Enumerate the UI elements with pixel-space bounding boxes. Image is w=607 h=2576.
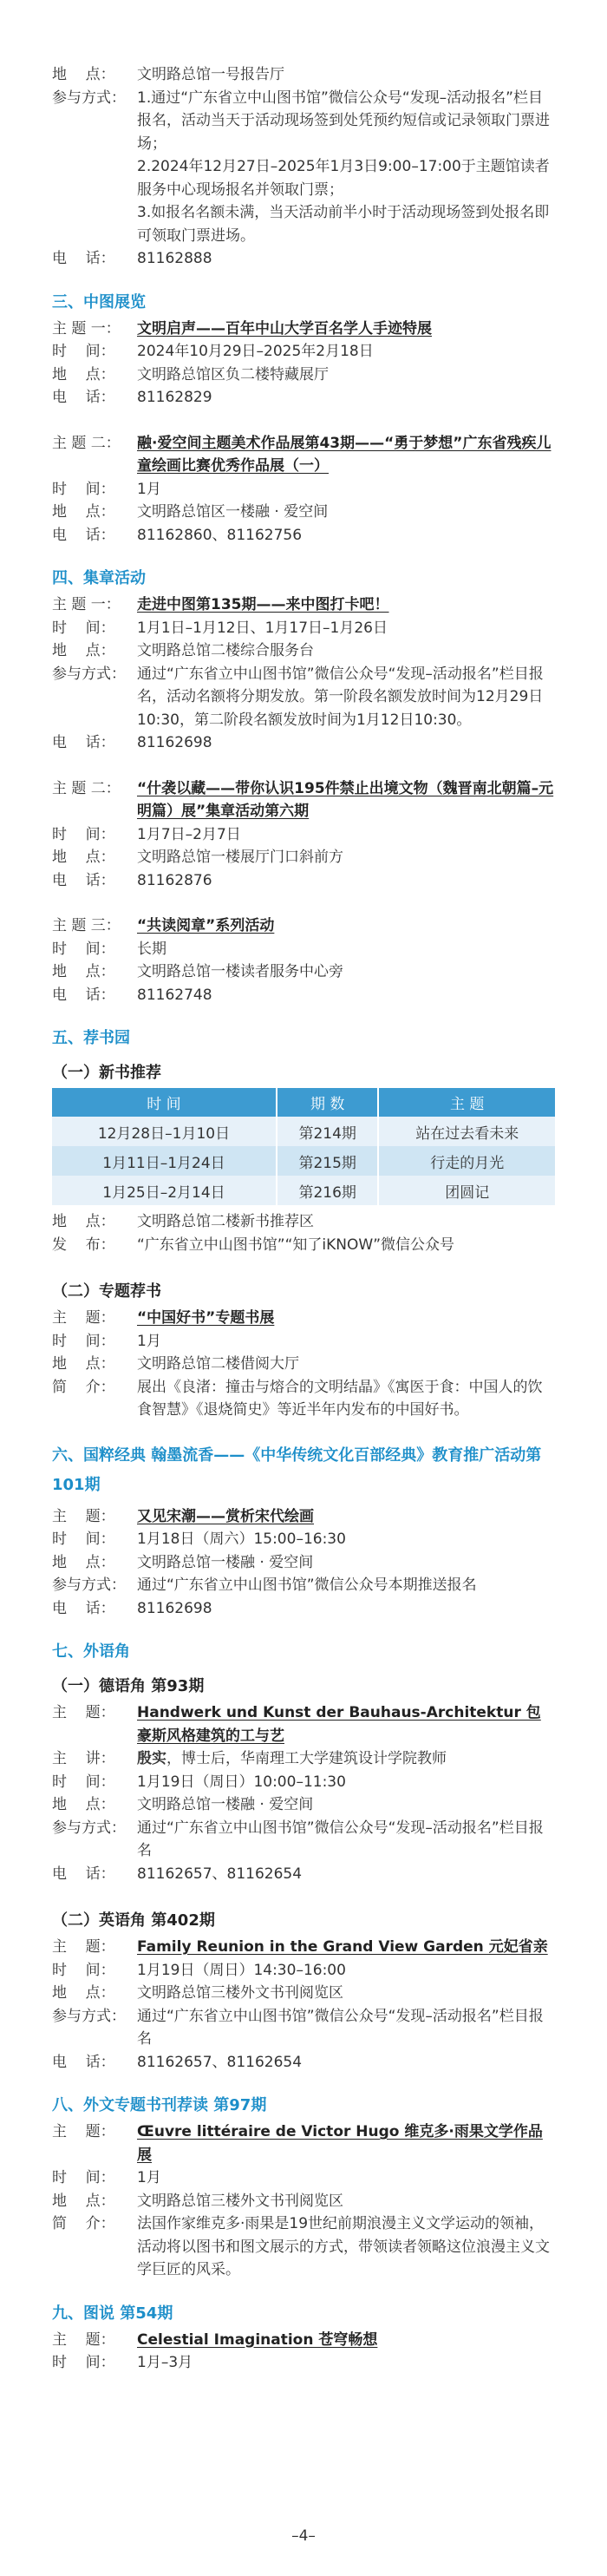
info-row: 时 间： 1月1日–1月12日、1月17日–1月26日 [52,619,388,637]
info-row: 地 点： 文明路总馆三楼外文书刊阅览区 [52,1984,343,2002]
info-row: 电 话： 81162657、81162654 [52,2053,303,2071]
info-row: 参与方式： 1.通过“广东省立中山图书馆”微信公众号“发现–活动报名”栏目报名，活动当天于活动现场签到处凭预约短信或记录领取门票进场； 2.2024年12月27日–2025年1月3日9:00–17:00于主题馆读者服务中心现场报名并领取门票； 3.如报名名额未满，当天活动前半小时于活动现场签到处报名即可领取门票进场。 [52,88,550,245]
speaker-name: 殷实 [137,1750,166,1767]
info-row: 时 间： 长期 [52,940,166,958]
info-row: 时 间： 1月19日（周日）14:30–16:00 [52,1961,346,1979]
subsection-heading: （一）新书推荐 [52,1064,161,1082]
info-row: 简 介： 法国作家维克多·雨果是19世纪前期浪漫主义文学运动的领袖，活动将以图书和图文展示的方式，带领读者领略这位浪漫主义文学巨匠的风采。 [52,2215,550,2278]
info-row: 地 点： 文明路总馆一楼读者服务中心旁 [52,963,343,980]
info-row: 地 点： 文明路总馆一楼融 · 爱空间 [52,1553,314,1571]
info-row: 电 话： 81162888 [52,250,212,267]
subsection-heading: （二）英语角 第402期 [52,1911,215,1930]
info-row: 发 布： “广东省立中山图书馆”“知了iKNOW”微信公众号 [52,1236,455,1254]
info-row: 主 题： “中国好书”专题书展 [52,1309,275,1327]
info-row: 主 讲： 殷实，博士后，华南理工大学建筑设计学院教师 [52,1750,447,1767]
info-row: 主 题： 又见宋潮——赏析宋代绘画 [52,1507,314,1525]
info-row: 电 话： 81162860、81162756 [52,526,303,544]
info-row: 时 间： 2024年10月29日–2025年2月18日 [52,343,374,360]
info-row: 地 点： 文明路总馆一楼融 · 爱空间 [52,1796,314,1813]
section-heading: 八、外文专题书刊荐读 第97期 [52,2096,267,2114]
info-row: 地 点： 文明路总馆一号报告厅 [52,66,284,83]
info-row: 主 题 二： “什袭以藏——带你认识195件禁止出境文物（魏晋南北朝篇–元明篇）展”集章活动第六期 [52,779,554,820]
table-header-row [52,1088,555,1117]
section-heading: 三、中图展览 [52,292,146,311]
info-row: 电 话： 81162698 [52,734,212,751]
info-row: 参与方式： 通过“广东省立中山图书馆”微信公众号“发现–活动报名”栏目报名 [52,1819,544,1859]
info-row: 参与方式： 通过“广东省立中山图书馆”微信公众号“发现–活动报名”栏目报名 [52,2007,544,2048]
info-row: 地 点： 文明路总馆区一楼融 · 爱空间 [52,503,329,521]
info-row: 主 题： Handwerk und Kunst der Bauhaus-Architektur 包豪斯风格建筑的工与艺 [52,1704,541,1745]
info-row: 电 话： 81162748 [52,986,212,1004]
section-heading: 九、图说 第54期 [52,2304,173,2323]
info-row: 地 点： 文明路总馆一楼展厅门口斜前方 [52,849,343,866]
table-row: 1月11日–1月24日 第215期 行走的月光 [52,1146,555,1176]
info-row: 时 间： 1月18日（周六）15:00–16:30 [52,1531,346,1548]
subsection-heading: （一）德语角 第93期 [52,1677,205,1695]
info-row: 主 题： Œuvre littéraire de Victor Hugo 维克多·雨果文学作品展 [52,2123,543,2164]
info-row: 主 题： Celestial Imagination 苍穹畅想 [52,2330,378,2349]
table-header: 主 题 [378,1088,555,1117]
info-row: 电 话： 81162829 [52,389,212,406]
section-heading: 五、荐书园 [52,1029,130,1047]
info-row: 简 介： 展出《良渚：撞击与熔合的文明结晶》《寓医于食：中国人的饮食智慧》《退烧简史》等近半年内发布的中国好书。 [52,1378,543,1419]
section-heading: 六、国粹经典 翰墨流香——《中华传统文化百部经典》教育推广活动第101期 [52,1445,542,1494]
info-row: 参与方式： 通过“广东省立中山图书馆”微信公众号本期推送报名 [52,1576,477,1594]
info-row: 时 间： 1月 [52,2169,161,2186]
info-row: 时 间： 1月 [52,480,161,498]
info-row: 地 点： 文明路总馆二楼综合服务台 [52,642,314,659]
table-row: 1月25日–2月14日 第216期 团圆记 [52,1176,555,1205]
section-heading: 七、外语角 [52,1642,130,1661]
section-heading: 四、集章活动 [52,569,146,587]
info-row: 主 题 一： 文明启声——百年中山大学百名学人手迹特展 [52,319,432,338]
page-content [52,63,555,2375]
info-row: 地 点： 文明路总馆二楼借阅大厅 [52,1355,299,1373]
info-row: 时 间： 1月–3月 [52,2354,193,2371]
page-number: –4– [291,2527,316,2545]
new-books-table [52,1088,555,1205]
table-header: 时 间 [52,1088,277,1117]
info-row: 地 点： 文明路总馆区负二楼特藏展厅 [52,365,329,383]
info-row: 电 话： 81162876 [52,871,212,889]
info-row: 主 题 二： 融·爱空间主题美术作品展第43期——“勇于梦想”广东省残疾儿童绘画比赛优秀作品展（一） [52,434,552,475]
info-row: 时 间： 1月19日（周日）10:00–11:30 [52,1773,346,1791]
info-row: 地 点： 文明路总馆二楼新书推荐区 [52,1213,314,1230]
info-row: 电 话： 81162657、81162654 [52,1865,303,1883]
info-row: 电 话： 81162698 [52,1599,212,1617]
info-row: 地 点： 文明路总馆三楼外文书刊阅览区 [52,2192,343,2210]
info-row: 主 题 一： 走进中图第135期——来中图打卡吧！ [52,596,389,613]
info-row: 主 题： Family Reunion in the Grand View Garden 元妃省亲 [52,1938,548,1956]
info-row: 主 题 三： “共读阅章”系列活动 [52,917,275,934]
info-row: 时 间： 1月7日–2月7日 [52,825,241,843]
table-row: 12月28日–1月10日 第214期 站在过去看未来 [52,1117,555,1146]
subsection-heading: （二）专题荐书 [52,1282,161,1301]
info-row: 参与方式： 通过“广东省立中山图书馆”微信公众号“发现–活动报名”栏目报名，活动名额将分期发放。第一阶段名额发放时间为12月29日10:30，第二阶段名额发放时间为1月12日10:30。 [52,665,544,729]
info-row: 时 间： 1月 [52,1332,161,1350]
table-header: 期 数 [277,1088,379,1117]
